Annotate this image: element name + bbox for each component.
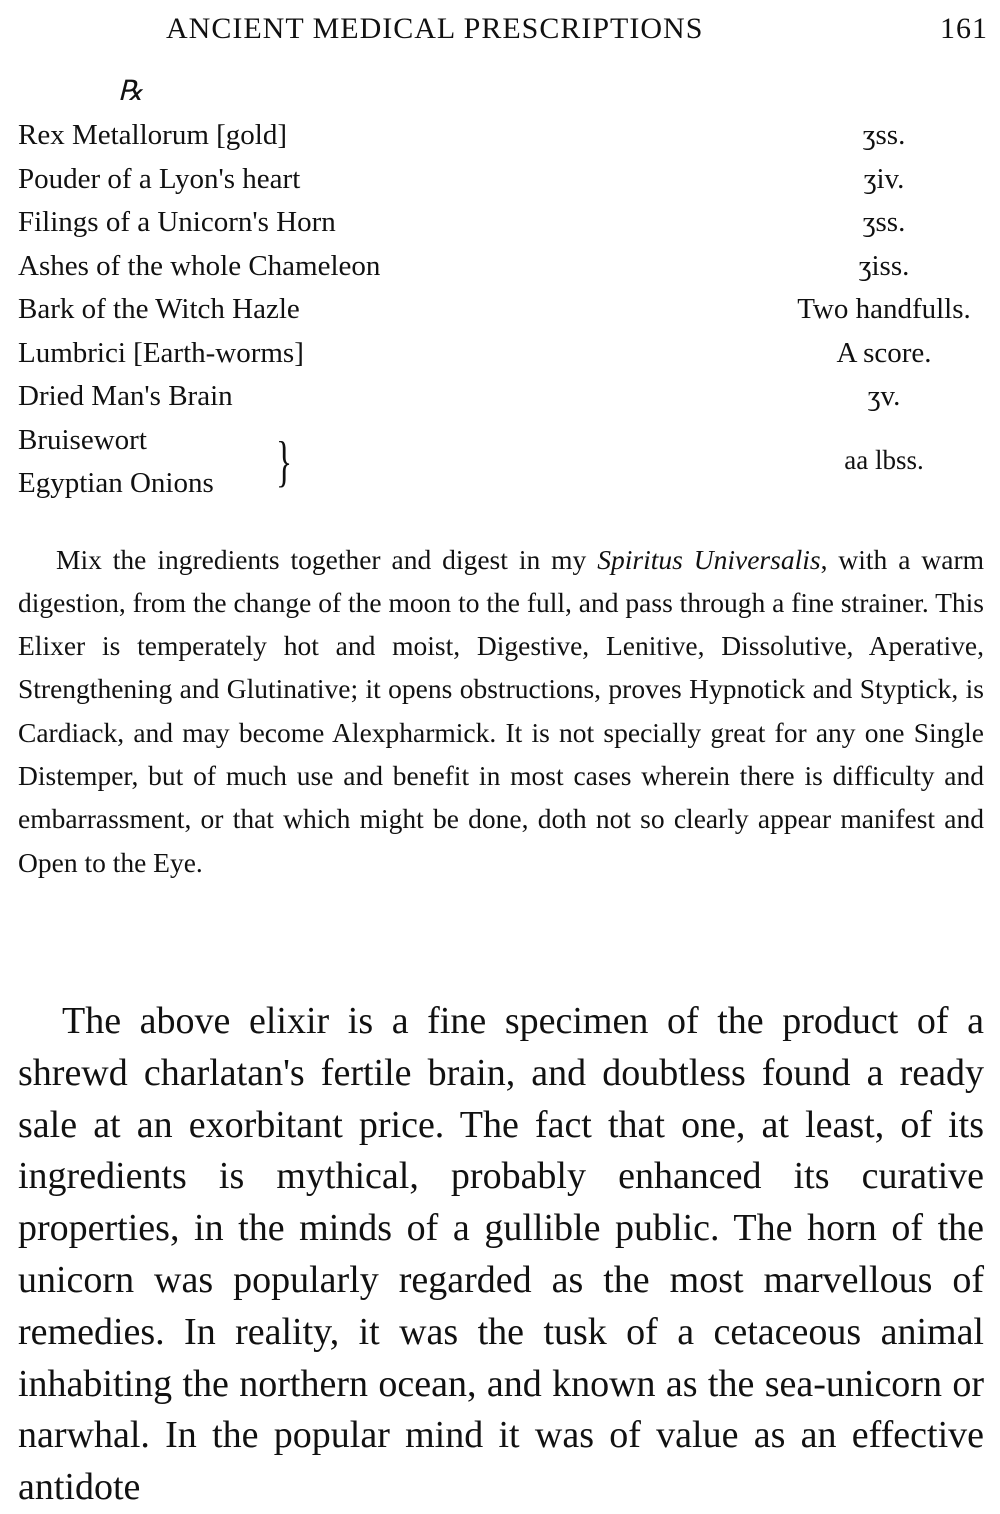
ingredient-group — [18, 419, 990, 507]
ingredient-row — [18, 288, 990, 332]
ingredient-amount: ʒiss. — [858, 249, 910, 282]
directions-italic-term: Spiritus Universalis — [597, 543, 821, 575]
ingredient-name: Rex Metallorum [gold] — [18, 119, 288, 151]
directions-text: , with a warm digestion, from the change of the moon to the full, and pass through a fine strainer. This Elixer is temperately hot and moist, Digestive, Lenitive, Dissolutive, Aperative, Strengthening and Glutinative; it opens obstructions, proves Hypnotick and Styptick, is Cardiack, and may become Alexpharmick. It is not specially great for any one Single Distemper, but of much use and benefit in most cases wherein there is difficulty and embarrassment, or that which might be done, doth not so clearly appear manifest and Open to the Eye. — [18, 543, 985, 878]
ingredient-name: Pouder of a Lyon's heart — [18, 162, 301, 195]
ingredient-name: Egyptian Onions — [18, 467, 214, 499]
ingredient-name: Bark of the Witch Hazle — [18, 293, 300, 325]
running-head — [160, 12, 990, 48]
ingredient-amount: ʒv. — [867, 380, 901, 412]
ingredient-name: Ashes of the whole Chameleon — [18, 249, 381, 282]
ingredient-row — [18, 114, 990, 158]
ingredient-name: Filings of a Unicorn's Horn — [18, 206, 336, 238]
recipe-symbol: ℞ — [118, 76, 144, 107]
ingredient-name: Bruisewort — [18, 423, 147, 456]
running-head-title: ANCIENT MEDICAL PRESCRIPTIONS — [166, 12, 704, 45]
ingredient-row — [18, 158, 990, 202]
ingredient-row — [18, 375, 990, 419]
ingredient-row — [18, 201, 990, 245]
recipe-directions — [18, 538, 984, 884]
directions-text: Mix the ingredients together and digest in my — [56, 543, 598, 575]
ingredient-row — [18, 245, 990, 289]
ingredient-name: Dried Man's Brain — [18, 380, 233, 412]
ingredient-name: Lumbrici [Earth-worms] — [18, 336, 304, 369]
ingredient-row — [18, 332, 990, 376]
commentary-paragraph: The above elixir is a fine specimen of the product of a shrewd charlatan's fertile brain, and doubtless found a ready sale at an exorbitant price. The fact that one, at least, of its ingredients is mythical, probably enhanced its curative properties, in the minds of a gullible public. The horn of the unicorn was popularly regarded as the most marvellous of remedies. In reality, it was the tusk of a cetaceous animal inhabiting the northern ocean, and known as the sea-unicorn or narwhal. In the popular mind it was of value as an effective antidote — [18, 1000, 984, 1509]
ingredient-amount: Two handfulls. — [797, 293, 971, 325]
ingredient-amount: ʒss. — [862, 119, 906, 151]
ingredient-amount: aa lbss. — [844, 444, 924, 475]
ingredient-list — [18, 114, 990, 507]
ingredient-amount: ʒiv. — [863, 162, 905, 195]
ingredient-amount: ʒss. — [862, 206, 906, 238]
grouping-brace: } — [276, 430, 293, 493]
ingredient-amount: A score. — [836, 336, 932, 369]
page-number: 161 — [940, 12, 988, 45]
